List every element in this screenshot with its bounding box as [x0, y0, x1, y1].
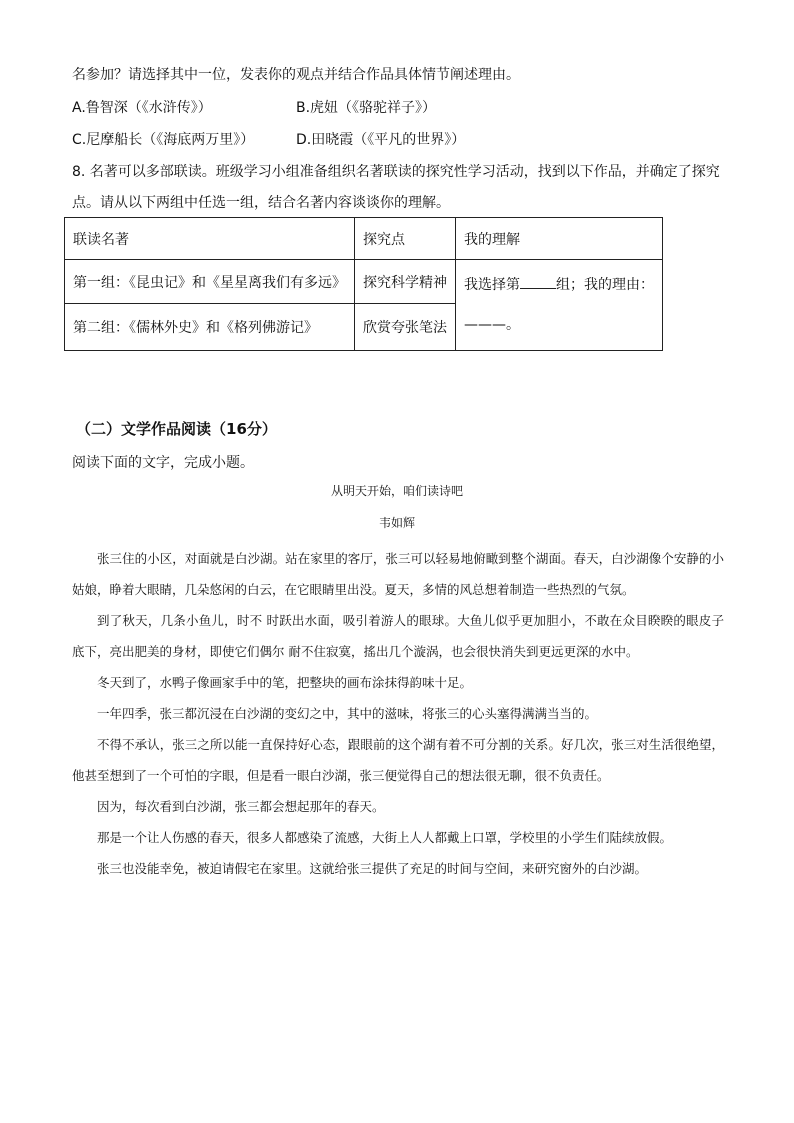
- story-paragraph: 冬天到了，水鸭子像画家手中的笔，把整块的画布涂抹得韵味十足。: [97, 675, 473, 690]
- understanding-suffix: 组；我的理由：: [556, 277, 654, 293]
- joint-reading-table: [64, 217, 663, 351]
- group-2-books: 第二组：《儒林外史》和《格列佛游记》: [65, 304, 355, 351]
- section-instruction: 阅读下面的文字，完成小题。: [72, 455, 254, 471]
- story-author: 韦如辉: [378, 516, 415, 530]
- group-1-focus: 探究科学精神: [355, 260, 456, 304]
- group-1-books: 第一组：《昆虫记》和《星星离我们有多远》: [65, 260, 355, 304]
- story-paragraph: 那是一个让人伤感的春天，很多人都感染了流感，大街上人人都戴上口罩，学校里的小学生们陆续放假。: [97, 830, 673, 845]
- option-b: B.虎妞（《骆驼祥子》）: [296, 100, 437, 116]
- story-paragraph: 一年四季，张三都沉浸在白沙湖的变幻之中，其中的滋味，将张三的心头塞得满满当当的。: [97, 706, 598, 721]
- option-c: C.尼摩船长（《海底两万里》）: [72, 132, 255, 148]
- group-2-focus: 欣赏夸张笔法: [355, 304, 456, 351]
- understanding-line-2: ———。: [464, 317, 520, 333]
- group-blank: [520, 274, 556, 289]
- section-title: （二）文学作品阅读（16分）: [76, 420, 277, 438]
- story-paragraph: 因为，每次看到白沙湖，张三都会想起那年的春天。: [97, 799, 385, 814]
- question-8-line-2: 点。请从以下两组中任选一组，结合名著内容谈谈你的理解。: [72, 195, 450, 211]
- header-books: 联读名著: [65, 218, 355, 260]
- understanding-cell: [456, 260, 663, 351]
- understanding-prefix: 我选择第: [464, 277, 520, 293]
- question-7-tail: 名参加？请选择其中一位，发表你的观点并结合作品具体情节阐述理由。: [72, 67, 520, 83]
- understanding-line-1: [464, 265, 654, 305]
- header-focus: 探究点: [355, 218, 456, 260]
- option-a: A.鲁智深（《水浒传》）: [72, 100, 212, 116]
- story-title: 从明天开始，咱们读诗吧: [330, 484, 463, 498]
- table-row: [65, 260, 663, 304]
- story-paragraph: 不得不承认，张三之所以能一直保持好心态，跟眼前的这个湖有着不可分割的关系。好几次，张三对生活很绝望，他甚至想到了一个可怕的字眼，但是看一眼白沙湖，张三便觉得自己的想法很无聊，很不负责任。: [72, 737, 724, 783]
- table-header-row: [65, 218, 663, 260]
- story-paragraph: 张三也没能幸免，被迫请假宅在家里。这就给张三提供了充足的时间与空间，来研究窗外的白沙湖。: [97, 861, 648, 876]
- option-d: D.田晓霞（《平凡的世界》）: [296, 132, 466, 148]
- story-paragraph: 到了秋天，几条小鱼儿，时不 时跃出水面，吸引着游人的眼球。大鱼儿似乎更加胆小，不敢在众目睽睽的眼皮子底下，亮出肥美的身材，即使它们偶尔 耐不住寂寞，搖出几个漩涡，也会很快消失到更远更深的水中。: [72, 613, 724, 659]
- story-paragraph: 张三住的小区，对面就是白沙湖。站在家里的客厅，张三可以轻易地俯瞰到整个湖面。春天，白沙湖像个安静的小姑娘，睁着大眼睛，几朵悠闲的白云，在它眼睛里出没。夏天，多情的风总想着制造一些热烈的气氛。: [72, 551, 724, 597]
- header-understanding: 我的理解: [456, 218, 663, 260]
- story-body: [72, 543, 724, 884]
- question-8-line-1: 8. 名著可以多部联读。班级学习小组准备组织名著联读的探究性学习活动，找到以下作品，并确定了探究: [72, 164, 720, 180]
